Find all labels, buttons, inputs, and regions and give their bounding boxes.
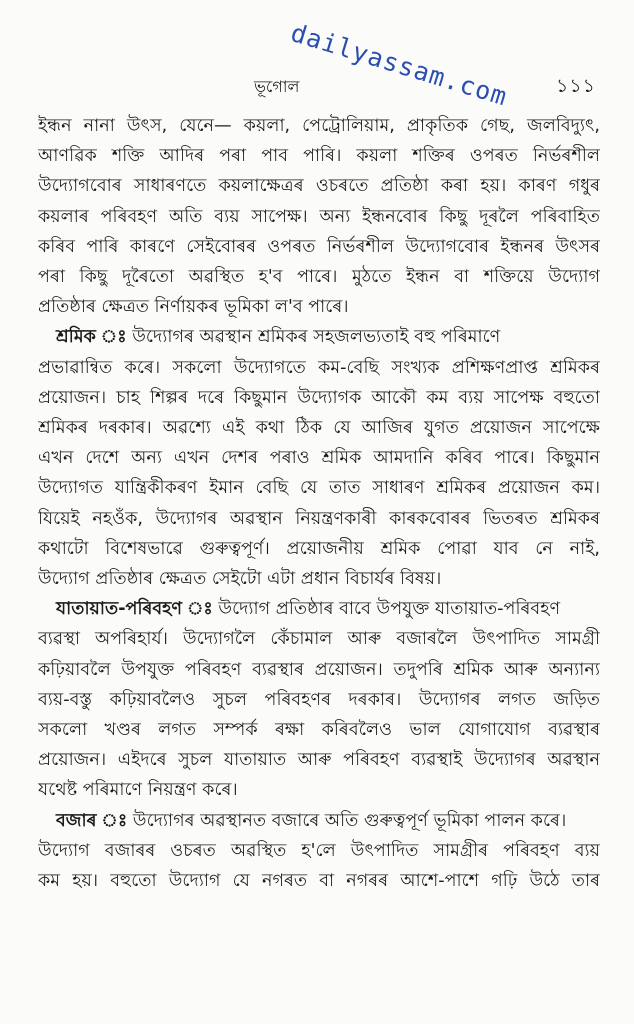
text-run: উদ্যোগৰ অৱস্থান শ্ৰমিকৰ সহজলভ্যতাই বহু পৰিমাণে (126, 327, 501, 348)
text-line: এখন দেশে অন্য এখন দেশৰ পৰাও শ্ৰমিক আমদানি কৰিব পাৰে। কিছুমান (38, 448, 600, 469)
text-line: কম হয়। বহুতো উদ্যোগ যে নগৰত বা নগৰৰ আশে-পাশে গঢ়ি উঠে তাৰ (38, 871, 600, 892)
text-line (38, 806, 600, 836)
text-line: উদ্যোগবোৰ সাধাৰণতে কয়লাক্ষেত্ৰৰ ওচৰতে প্ৰতিষ্ঠা কৰা হয়। কাৰণ গধুৰ (38, 176, 600, 197)
text-line: যথেষ্ট পৰিমাণে নিয়ন্ত্ৰণ কৰে। (38, 780, 238, 801)
text-line: কয়লাৰ পৰিবহণ অতি ব্যয় সাপেক্ষ। অন্য ইন্ধনবোৰ কিছু দূৰলৈ পৰিবাহিত (38, 206, 600, 227)
text-line: প্ৰয়োজন। এইদৰে সুচল যাতায়াত আৰু পৰিবহণ ব্যৱস্থাই উদ্যোগৰ অৱস্থান (38, 750, 600, 771)
text-line: সকলো খণ্ডৰ লগত সম্পৰ্ক ৰক্ষা কৰিবলৈও ভাল যোগাযোগ ব্যৱস্থাৰ (38, 720, 600, 741)
section-term-labour: শ্ৰমিক ঃ (56, 327, 127, 348)
text-line: প্ৰভাৱান্বিত কৰে। সকলো উদ্যোগতে কম-বেছি সংখ্যক প্ৰশিক্ষণপ্ৰাপ্ত শ্ৰমিকৰ (38, 357, 600, 378)
paragraph-labour (38, 322, 600, 594)
text-line: কথাটো বিশেষভাৱে গুৰুত্বপূৰ্ণ। প্ৰয়োজনীয় শ্ৰমিক পোৱা যাব নে নাই, (38, 538, 600, 559)
text-line: ব্যয়-বস্তু কঢ়িয়াবলৈও সুচল পৰিবহণৰ দৰকাৰ। উদ্যোগৰ লগত জড়িত (38, 689, 600, 710)
text-line: প্ৰতিষ্ঠাৰ ক্ষেত্ৰত নিৰ্ণায়কৰ ভূমিকা ল'ব পাৰে। (38, 297, 349, 318)
page-header (38, 72, 596, 102)
text-line: যিয়েই নহওঁক, উদ্যোগৰ অৱস্থান নিয়ন্ত্ৰণকাৰী কাৰকবোৰৰ ভিতৰত শ্ৰমিকৰ (38, 508, 600, 529)
paragraph-fuel (38, 111, 600, 322)
section-term-market: বজাৰ ঃ (56, 810, 128, 831)
paragraph-transport (38, 594, 600, 805)
text-line: পৰা কিছু দূৰৈতো অৱস্থিত হ'ব পাৰে। মুঠতে ইন্ধন বা শক্তিয়ে উদ্যোগ (38, 267, 600, 288)
watermark: dailyassam.com (287, 18, 511, 112)
text-line: ব্যৱস্থা অপৰিহাৰ্য। উদ্যোগলৈ কেঁচামাল আৰু বজাৰলৈ উৎপাদিত সামগ্ৰী (38, 629, 600, 650)
text-line: প্ৰয়োজন। চাহ শিল্পৰ দৰে কিছুমান উদ্যোগক আকৌ কম ব্যয় সাপেক্ষ বহুতো (38, 387, 600, 408)
text-line: উদ্যোগত যান্ত্ৰিকীকৰণ ইমান বেছি যে তাত সাধাৰণ শ্ৰমিকৰ প্ৰয়োজন কম। (38, 478, 600, 499)
text-line: ইন্ধন নানা উৎস, যেনে— কয়লা, পেট্ৰোলিয়াম, প্ৰাকৃতিক গেছ, জলবিদ্যুৎ, (38, 116, 600, 136)
text-line: কঢ়িয়াবলৈ উপযুক্ত পৰিবহণ ব্যৱস্থাৰ প্ৰয়োজন। তদুপৰি শ্ৰমিক আৰু অন্যান্য (38, 659, 600, 680)
text-run: উদ্যোগৰ অৱস্থানত বজাৰে অতি গুৰুত্বপূৰ্ণ ভূমিকা পালন কৰে। (127, 810, 567, 831)
text-line (38, 322, 600, 352)
text-line: কৰিব পাৰি কাৰণে সেইবোৰৰ ওপৰত নিৰ্ভৰশীল উদ্যোগবোৰ ইন্ধনৰ উৎসৰ (38, 236, 600, 257)
page-number: ১১১ (556, 75, 596, 97)
section-term-transport: যাতায়াত-পৰিবহণ ঃ (56, 599, 213, 620)
text-run: উদ্যোগ প্ৰতিষ্ঠাৰ বাবে উপযুক্ত যাতায়াত-পৰিবহণ (212, 599, 561, 620)
page-body (38, 111, 600, 896)
running-head-title: ভূগোল (254, 77, 300, 96)
text-line (38, 594, 600, 624)
text-line: আণৱিক শক্তি আদিৰ পৰা পাব পাৰি। কয়লা শক্তিৰ ওপৰত নিৰ্ভৰশীল (38, 146, 600, 167)
text-line: উদ্যোগ বজাৰৰ ওচৰত অৱস্থিত হ'লে উৎপাদিত সামগ্ৰীৰ পৰিবহণ ব্যয় (38, 840, 600, 861)
text-line: উদ্যোগ প্ৰতিষ্ঠাৰ ক্ষেত্ৰত সেইটো এটা প্ৰধান বিচাৰ্যৰ বিষয়। (38, 569, 442, 590)
paragraph-market (38, 806, 600, 897)
text-line: শ্ৰমিকৰ দৰকাৰ। অৱশ্যে এই কথা ঠিক যে আজিৰ যুগত প্ৰয়োজন সাপেক্ষে (38, 418, 600, 439)
